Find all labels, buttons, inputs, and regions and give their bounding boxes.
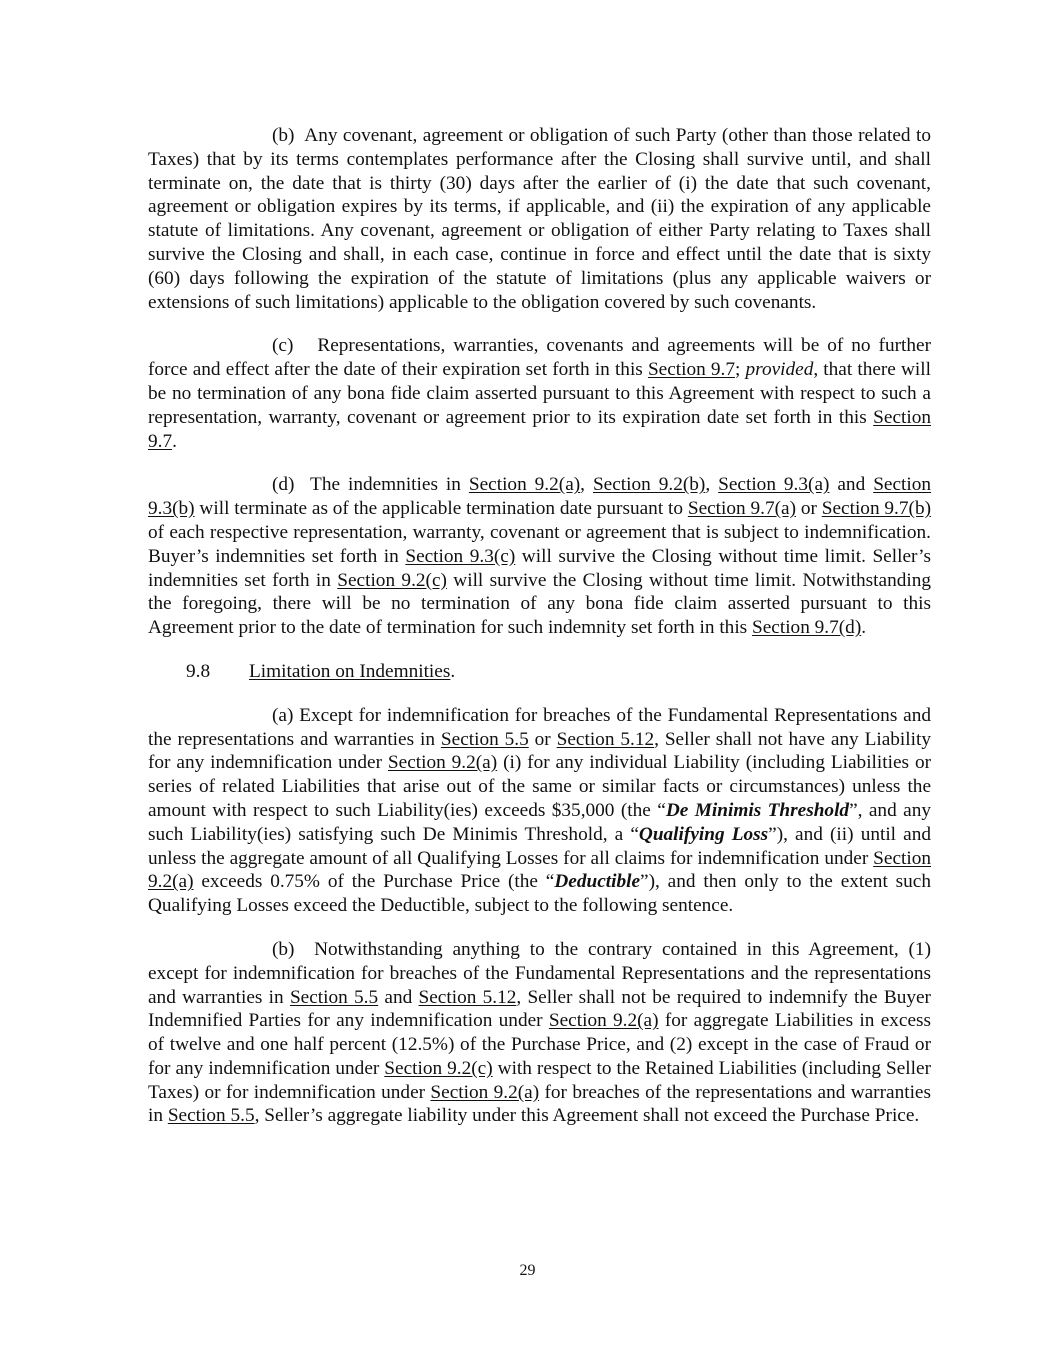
text-run: of each respective representation, warranty, covenant or agreement that is subject to indemnification. Buyer’s indemnities set forth in [148,521,931,567]
section-title-suffix: . [450,660,456,682]
text-run: . [861,617,867,639]
text-run: will survive the Closing without time limit. Notwithstanding the foregoing, there will be no termination of any bona fide claim asserted pursuant to this Agreement prior to the date of termination for such indemnity set forth in this [148,569,931,639]
italic-text: provided [745,359,814,381]
text-run: exceeds 0.75% of the Purchase Price (the “ [193,871,555,893]
paragraph-9-7-d [148,473,931,640]
section-number: 9.8 [186,660,211,682]
section-reference: Section 9.2(a) [468,474,581,496]
defined-term: De Minimis Threshold [665,799,850,821]
section-reference: Section 9.2(a) [387,752,498,774]
section-reference: Section 9.3(b) [148,474,932,520]
page-number: 29 [519,1262,536,1279]
paragraph-9-8-a [148,704,931,918]
section-reference: Section 9.2(c) [384,1057,493,1079]
section-reference: Section 9.7(d) [752,617,862,639]
document-page [148,124,931,1148]
text-run: , [705,474,719,496]
defined-term: Qualifying Loss [638,823,769,845]
section-reference: Section 9.2(a) [148,847,931,893]
section-reference: Section 9.2(b) [592,474,706,496]
text-run: and [378,986,419,1008]
section-reference: Section 5.12 [418,986,517,1008]
section-reference: Section 9.3(a) [718,474,830,496]
section-reference: Section 9.2(c) [337,569,447,591]
text-run: (i) for any individual Liability (including Liabilities or series of related Liabilities that arise out of the same or similar facts or circumstances) unless the amount with respect to such Liability(ies) exceeds $35,000 (the “ [148,752,932,821]
section-reference: Section 9.7(a) [687,498,797,520]
text-run: ”), and then only to the extent such Qualifying Losses exceed the Deductible, subject to the following sentence. [148,871,931,917]
paragraph-9-8-b [148,938,931,1128]
section-reference: Section 5.5 [440,728,529,750]
paragraph-9-7-c [148,334,931,453]
section-reference: Section 5.5 [167,1105,255,1127]
text-run: (d) The indemnities in [272,474,469,496]
text-run: . [172,430,177,452]
text-run: (b) Notwithstanding anything to the contrary contained in this Agreement, (1) except for indemnification for breaches of the Fundamental Representations and the representations and warranties in [148,938,931,1008]
section-reference: Section 5.5 [289,986,379,1008]
section-reference: Section 9.7 [647,359,736,381]
text-run: , Seller shall not be required to indemnify the Buyer Indemnified Parties for any indemnification under [148,986,931,1032]
text-run: ”, and any such Liability(ies) satisfying such De Minimis Threshold, a “ [148,799,931,845]
text-run: will terminate as of the applicable termination date pursuant to [194,498,688,520]
section-heading-9-8 [148,660,931,684]
text-run: ”), and (ii) until and unless the aggregate amount of all Qualifying Losses for all claims for indemnification under [148,823,931,869]
text-run: or [796,498,822,520]
section-reference: Section 9.2(a) [430,1081,540,1103]
text-run: with respect to the Retained Liabilities (including Seller Taxes) or for indemnification under [148,1057,931,1103]
text-run: will survive the Closing without time limit. Seller’s indemnities set forth in [148,545,931,591]
text-run: for breaches of the representations and warranties in [148,1081,931,1127]
text-run: and [829,474,874,496]
section-reference: Section 9.3(c) [405,545,516,567]
defined-term: Deductible [554,871,641,893]
text-run: for aggregate Liabilities in excess of twelve and one half percent (12.5%) of the Purchase Price, and (2) except in the case of Fraud or for any indemnification under [148,1010,932,1079]
text-run: , Seller’s aggregate liability under this Agreement shall not exceed the Purchase Price. [254,1105,920,1127]
section-title: Limitation on Indemnities [249,660,451,682]
text-run: , Seller shall not have any Liability for any indemnification under [148,728,931,774]
text-run: (c) Representations, warranties, covenants and agreements will be of no further force and effect after the date of their expiration set forth in this [148,335,931,381]
section-reference: Section 9.7(b) [821,498,932,520]
section-reference: Section 5.12 [556,728,655,750]
section-reference: Section 9.2(a) [548,1010,659,1032]
text-run: or [528,728,557,750]
text-run: (b) Any covenant, agreement or obligation of such Party (other than those related to Taxes) that by its terms contemplates performance after the Closing shall survive until, and shall terminate on, the date that is thirty (30) days after the earlier of (i) the date that such covenant, agreement or obligation expires by its terms, if applicable, and (ii) the expiration of any applicable statute of limitations. Any covenant, agreement or obligation of either Party relating to Taxes shall survive the Closing and shall, in each case, continue in force and effect until the date that is sixty (60) days following the expiration of the statute of limitations (plus any applicable waivers or extensions of such limitations) applicable to the obligation covered by such covenants. [148,125,931,313]
section-reference: Section 9.7 [148,406,931,452]
text-run: , that there will be no termination of any bona fide claim asserted pursuant to this Agreement with respect to such a representation, warranty, covenant or agreement prior to its expiration date set forth in this [148,359,931,428]
text-run: (a) Except for indemnification for breaches of the Fundamental Representations and the representations and warranties in [148,704,931,750]
paragraph-9-7-b [148,124,931,314]
text-run: , [580,474,593,496]
text-run: ; [735,359,746,381]
